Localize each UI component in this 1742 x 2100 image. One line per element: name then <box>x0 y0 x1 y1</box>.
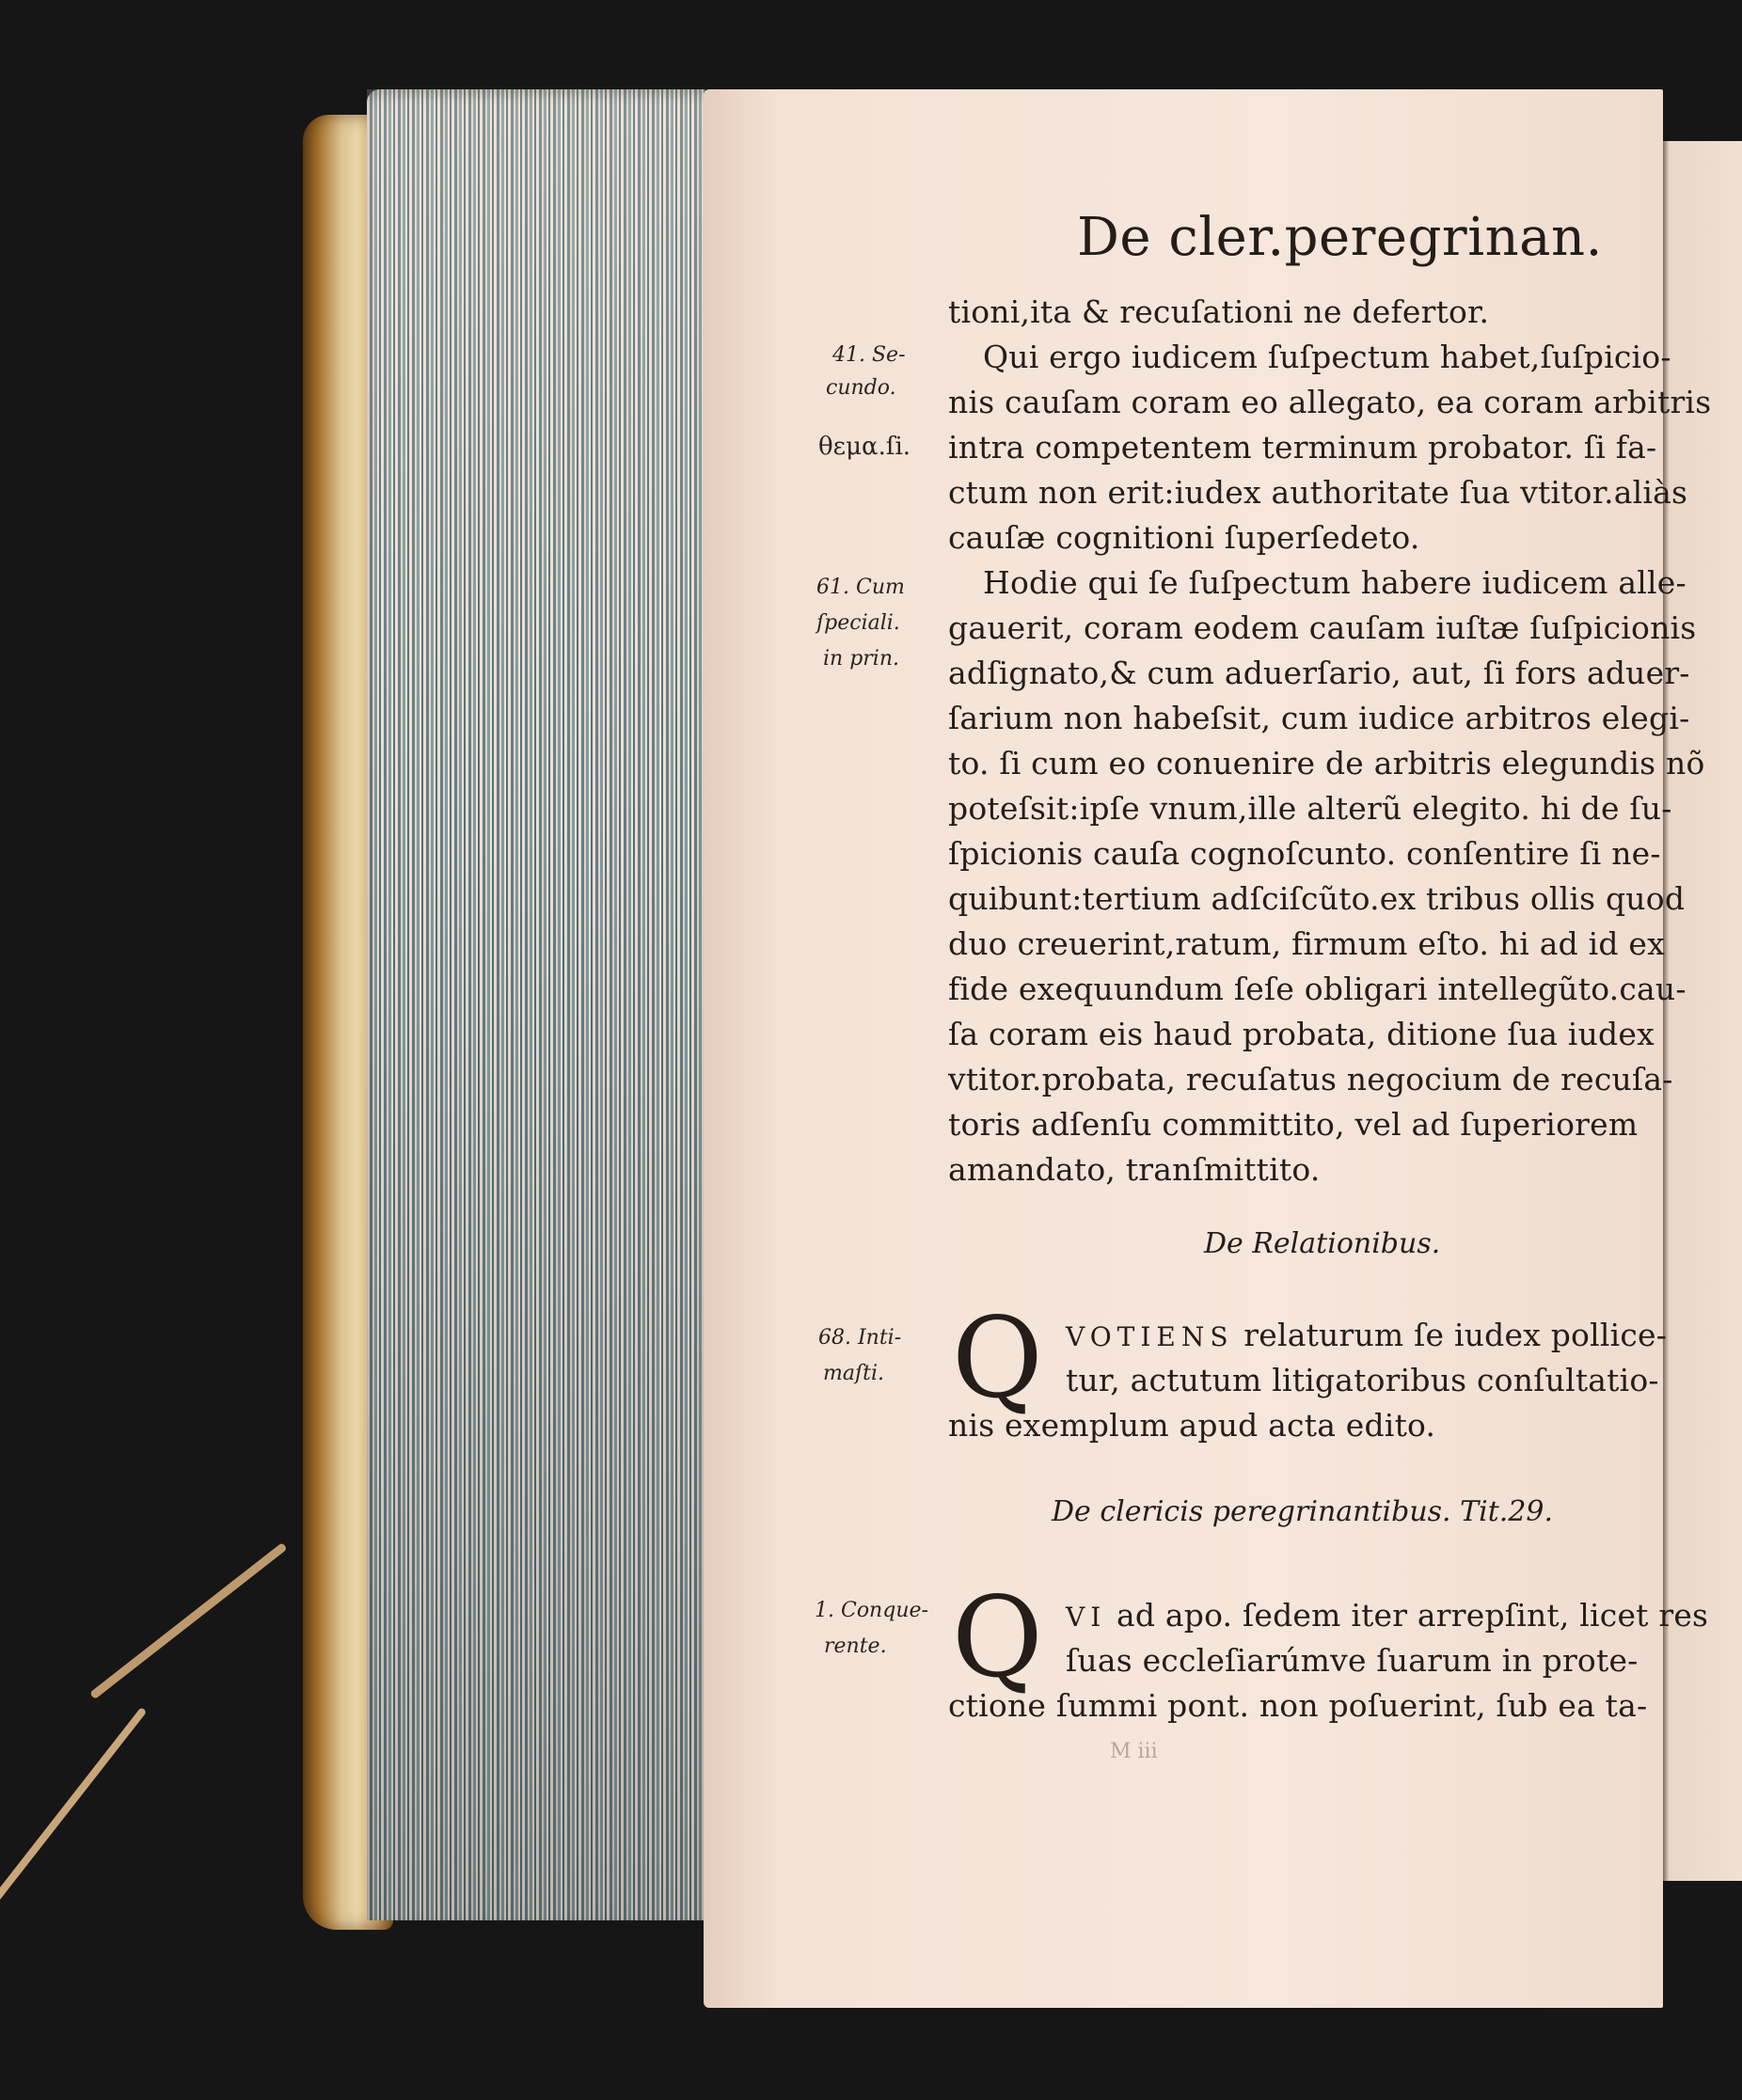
body-line: ſuas eccleſiarúmve ſuarum in prote- <box>1066 1642 1639 1679</box>
margin-note: rente. <box>824 1634 887 1658</box>
small-caps-word: VOTIENS <box>1066 1321 1234 1352</box>
margin-note: 1. Conque- <box>815 1599 928 1622</box>
margin-note: ſpeciali. <box>816 611 900 635</box>
section-heading-relationibus: De Relationibus. <box>1204 1227 1441 1260</box>
small-caps-word: VI <box>1066 1602 1107 1633</box>
body-line: ſa coram eis haud probata, ditione ſua iudex <box>948 1016 1655 1052</box>
running-head: De cler.peregrinan. <box>1077 207 1603 268</box>
body-line-rest: ad apo. ſedem iter arrepſint, licet res <box>1116 1597 1709 1634</box>
margin-note: maſti. <box>823 1362 884 1385</box>
body-line: intra competentem terminum probator. ſi fa- <box>948 429 1657 466</box>
margin-note: θεμα.ſi. <box>818 433 911 461</box>
body-line: tur, actutum litigatoribus conſultatio- <box>1066 1362 1659 1398</box>
page-edges <box>367 89 705 1920</box>
body-line: nis cauſam coram eo allegato, ea coram arbitris <box>948 384 1712 420</box>
drop-cap-q2: Q <box>952 1572 1043 1702</box>
body-line: ſarium non habeſsit, cum iudice arbitros elegi- <box>948 700 1690 736</box>
body-line: to. ſi cum eo conuenire de arbitris elegundis nõ <box>948 745 1705 782</box>
body-line: cauſæ cognitioni ſuperſedeto. <box>948 519 1420 556</box>
body-line: adſignato,& cum aduerſario, aut, ſi fors aduer- <box>948 655 1690 691</box>
drop-cap-q: Q <box>952 1293 1043 1423</box>
margin-note: 41. Se- <box>832 343 906 367</box>
body-line: amandato, tranſmittito. <box>948 1151 1321 1188</box>
margin-note: cundo. <box>826 376 896 400</box>
signature-mark: M iii <box>1110 1740 1158 1763</box>
margin-note: in prin. <box>823 647 899 671</box>
margin-note: 68. Inti- <box>818 1326 902 1350</box>
body-line: ctum non erit:iudex authoritate ſua vtitor.aliàs <box>948 474 1688 511</box>
body-line: vtitor.probata, recuſatus negocium de recuſa- <box>948 1061 1673 1097</box>
body-line: toris adſenſu committito, vel ad ſuperiorem <box>948 1106 1639 1143</box>
body-line: ſpicionis cauſa cognoſcunto. conſentire ſi ne- <box>948 835 1661 872</box>
body-line: duo creuerint,ratum, firmum eſto. hi ad id ex <box>948 925 1665 962</box>
body-line-first <box>1066 1317 1667 1353</box>
body-line-rest: relaturum ſe iudex pollice- <box>1243 1317 1668 1353</box>
body-line: Qui ergo iudicem ſuſpectum habet,ſuſpicio- <box>983 339 1671 375</box>
section-heading-clericis: De clericis peregrinantibus. Tit.29. <box>1052 1495 1554 1528</box>
body-line: poteſsit:ipſe vnum,ille alterũ elegito. hi de ſu- <box>948 790 1672 827</box>
body-line: gauerit, coram eodem cauſam iuſtæ ſuſpicionis <box>948 609 1697 646</box>
body-line: tioni,ita & recuſationi ne defertor. <box>948 293 1490 330</box>
body-line-first <box>1066 1597 1708 1634</box>
body-line: quibunt:tertium adſciſcũto.ex tribus ollis quod <box>948 880 1686 917</box>
body-line: nis exemplum apud acta edito. <box>948 1407 1436 1444</box>
body-line: ctione ſummi pont. non poſuerint, ſub ea ta- <box>948 1687 1648 1724</box>
margin-note: 61. Cum <box>816 576 905 599</box>
body-line: fide exequundum ſeſe obligari intellegũto.cau- <box>948 971 1687 1007</box>
body-line: Hodie qui ſe ſuſpectum habere iudicem alle- <box>983 564 1687 601</box>
